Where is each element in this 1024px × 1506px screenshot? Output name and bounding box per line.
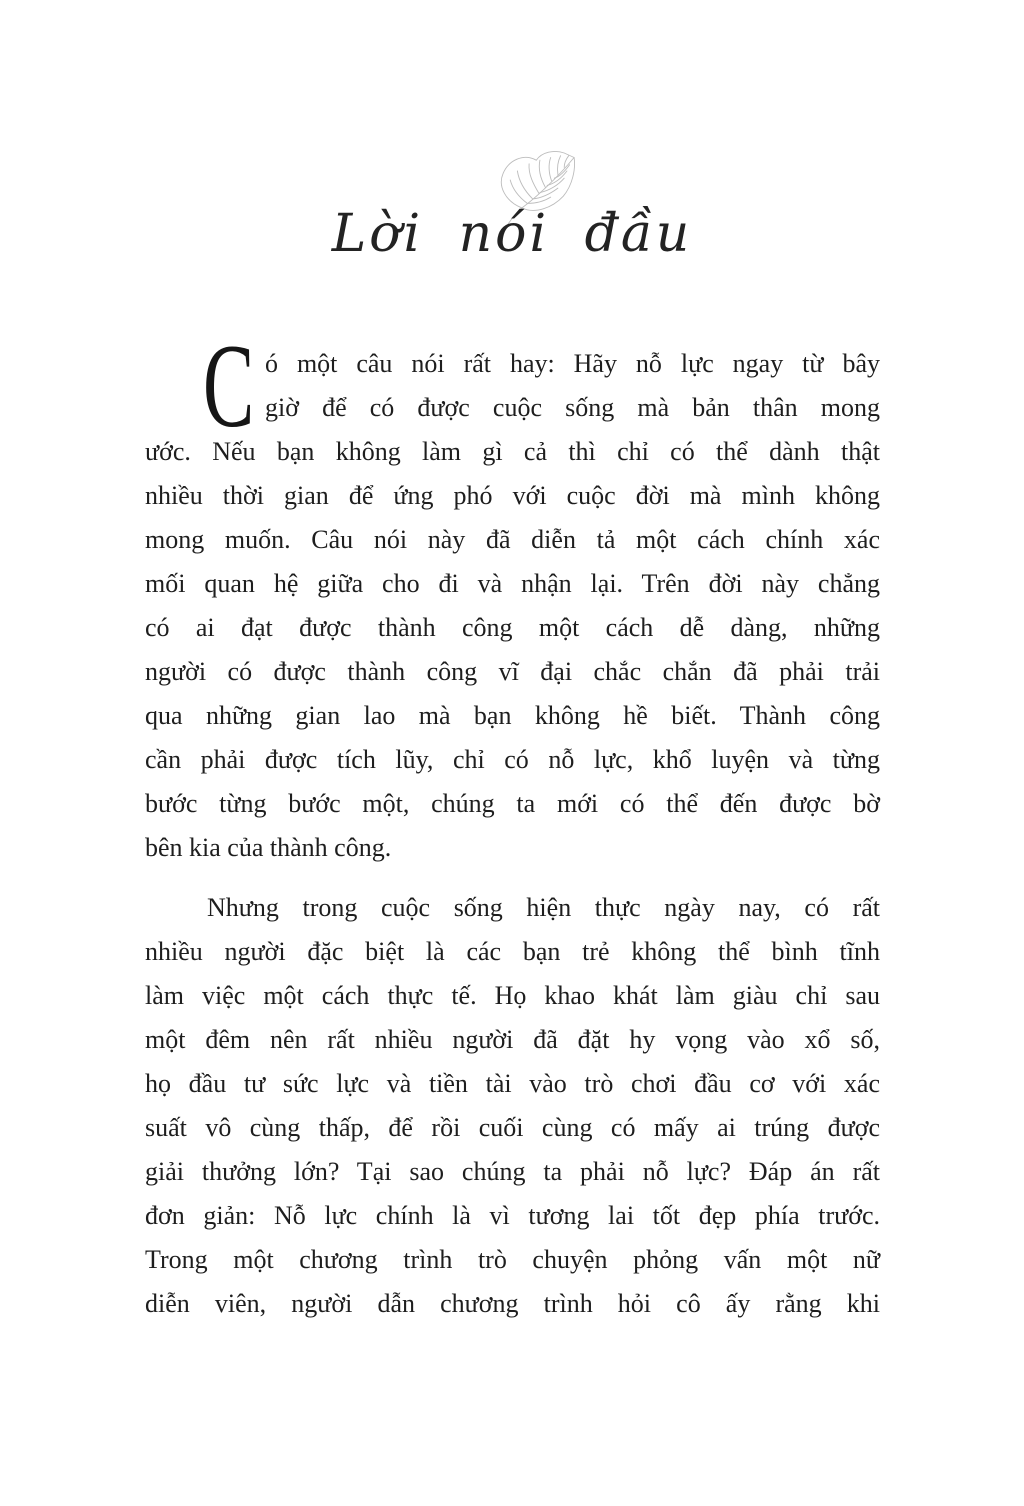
text-line: Nhưng trong cuộc sống hiện thực ngày nay, có rất bbox=[207, 893, 880, 922]
chapter-title: Lời nói đầu bbox=[331, 204, 693, 264]
text-line: bên kia của thành công. bbox=[145, 833, 392, 862]
drop-cap bbox=[203, 319, 255, 452]
text-line: giờ để có được cuộc sống mà bản thân mong bbox=[265, 393, 880, 422]
text-line: họ đầu tư sức lực và tiền tài vào trò chơi đầu cơ với xác bbox=[145, 1069, 880, 1098]
text-line: nhiều thời gian để ứng phó với cuộc đời mà mình không bbox=[145, 481, 880, 510]
text-line: làm việc một cách thực tế. Họ khao khát làm giàu chỉ sau bbox=[145, 981, 880, 1010]
text-line: một đêm nên rất nhiều người đã đặt hy vọng vào xổ số, bbox=[145, 1025, 880, 1054]
text-line: qua những gian lao mà bạn không hề biết. Thành công bbox=[145, 701, 880, 730]
text-line: có ai đạt được thành công một cách dễ dàng, những bbox=[145, 613, 880, 642]
text-line: Trong một chương trình trò chuyện phỏng vấn một nữ bbox=[145, 1245, 880, 1274]
text-line: mong muốn. Câu nói này đã diễn tả một cách chính xác bbox=[145, 525, 880, 554]
text-line: đơn giản: Nỗ lực chính là vì tương lai tốt đẹp phía trước. bbox=[145, 1201, 880, 1230]
drop-cap-letter: C bbox=[203, 319, 255, 452]
paragraph-1 bbox=[145, 319, 880, 870]
paragraph-2 bbox=[145, 886, 880, 1326]
text-line: suất vô cùng thấp, để rồi cuối cùng có mấy ai trúng được bbox=[145, 1113, 880, 1142]
text-line: bước từng bước một, chúng ta mới có thể đến được bờ bbox=[145, 789, 880, 818]
text-line: ước. Nếu bạn không làm gì cả thì chỉ có thể dành thật bbox=[145, 437, 880, 466]
text-line: ó một câu nói rất hay: Hãy nỗ lực ngay từ bây bbox=[265, 349, 880, 378]
page-content bbox=[145, 319, 880, 1326]
text-line: nhiều người đặc biệt là các bạn trẻ không thể bình tĩnh bbox=[145, 937, 880, 966]
text-line: người có được thành công vĩ đại chắc chắn đã phải trải bbox=[145, 657, 880, 686]
text-line: cần phải được tích lũy, chỉ có nỗ lực, khổ luyện và từng bbox=[145, 745, 880, 774]
text-line: diễn viên, người dẫn chương trình hỏi cô ấy rằng khi bbox=[145, 1289, 880, 1318]
text-line: mối quan hệ giữa cho đi và nhận lại. Trên đời này chẳng bbox=[145, 569, 880, 598]
text-line: giải thưởng lớn? Tại sao chúng ta phải nỗ lực? Đáp án rất bbox=[145, 1157, 880, 1186]
